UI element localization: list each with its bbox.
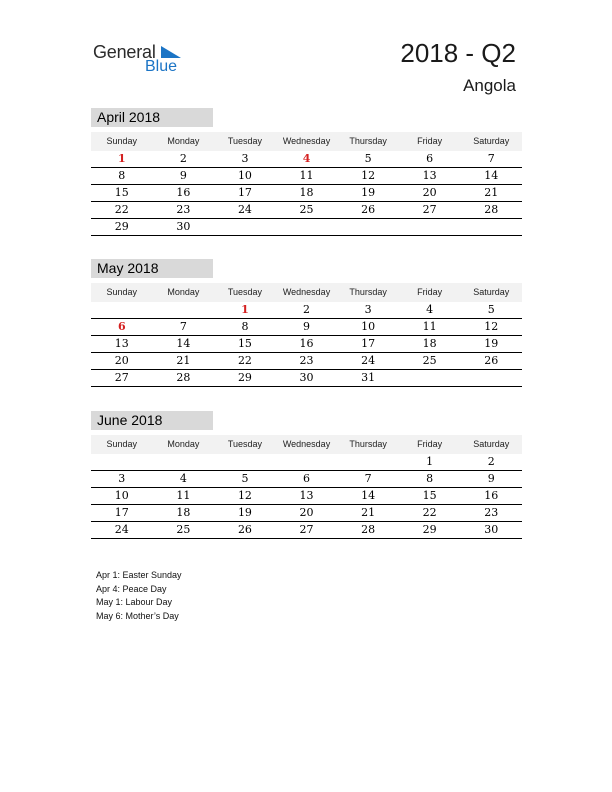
day-cell: 27 (422, 203, 437, 216)
day-cell: 9 (303, 320, 311, 333)
day-cell (399, 370, 461, 386)
day-cell (153, 302, 215, 318)
week-row (91, 185, 522, 202)
weekday-label: Thursday (349, 136, 387, 146)
day-cell: 18 (422, 337, 437, 350)
day-cell: 29 (422, 523, 437, 536)
week-row (91, 202, 522, 219)
day-cell: 17 (237, 186, 252, 199)
day-cell: 24 (114, 523, 129, 536)
holiday-note: Apr 1: Easter Sunday (96, 570, 182, 580)
day-cell: 30 (299, 371, 314, 384)
logo (93, 40, 193, 80)
day-cell: 2 (487, 455, 495, 468)
day-cell: 6 (117, 320, 126, 333)
holiday-notes (96, 569, 182, 623)
day-cell (214, 219, 276, 235)
day-cell: 15 (237, 337, 252, 350)
day-cell (337, 219, 399, 235)
logo-general-text: General (93, 42, 156, 62)
day-cell: 22 (114, 203, 129, 216)
day-cell (91, 454, 153, 470)
holiday-note: May 6: Mother’s Day (96, 610, 179, 621)
weekday-header (91, 435, 522, 454)
weekday-label: Monday (167, 439, 200, 449)
day-cell: 19 (484, 337, 499, 350)
day-cell: 14 (484, 169, 499, 182)
day-cell (214, 454, 276, 470)
weekday-label: Sunday (106, 439, 138, 449)
day-cell: 12 (361, 169, 376, 182)
day-cell: 3 (241, 152, 249, 165)
week-row (91, 151, 522, 168)
day-cell (276, 219, 338, 235)
day-cell: 6 (303, 472, 311, 485)
week-row (91, 370, 522, 387)
weekday-label: Friday (417, 287, 443, 297)
day-cell: 13 (422, 169, 437, 182)
logo-triangle-icon (161, 46, 181, 58)
day-cell: 25 (422, 354, 437, 367)
day-cell: 24 (361, 354, 376, 367)
page-title: 2018 - Q2 (400, 38, 516, 68)
day-cell: 5 (364, 152, 372, 165)
weekday-header (91, 132, 522, 151)
week-row (91, 302, 522, 319)
day-cell: 11 (299, 169, 314, 182)
day-cell (399, 219, 461, 235)
day-cell: 26 (361, 203, 376, 216)
day-cell: 29 (114, 220, 129, 233)
day-cell: 3 (118, 472, 126, 485)
day-cell: 21 (176, 354, 191, 367)
day-cell: 24 (237, 203, 252, 216)
day-cell: 25 (299, 203, 314, 216)
month-june (91, 411, 522, 539)
day-cell: 18 (299, 186, 314, 199)
day-cell (91, 302, 153, 318)
day-cell: 19 (361, 186, 376, 199)
day-cell: 25 (176, 523, 191, 536)
day-cell: 28 (361, 523, 376, 536)
weekday-label: Wednesday (282, 136, 331, 146)
weekday-label: Wednesday (282, 439, 331, 449)
day-cell: 1 (241, 303, 249, 316)
holiday-note: Apr 4: Peace Day (96, 583, 167, 594)
day-cell: 7 (487, 152, 495, 165)
week-row (91, 319, 522, 336)
day-cell: 19 (237, 506, 252, 519)
day-cell: 29 (237, 371, 252, 384)
weekday-label: Tuesday (227, 287, 263, 297)
logo-blue-text: Blue (145, 58, 178, 75)
day-cell: 21 (361, 506, 376, 519)
day-cell: 12 (484, 320, 499, 333)
weekday-label: Saturday (473, 287, 510, 297)
day-cell: 20 (114, 354, 129, 367)
weekday-label: Thursday (349, 287, 387, 297)
day-cell: 16 (484, 489, 499, 502)
weekday-header (91, 283, 522, 302)
day-cell: 20 (422, 186, 437, 199)
week-row (91, 353, 522, 370)
weekday-label: Friday (417, 439, 443, 449)
day-cell: 4 (426, 303, 434, 316)
week-row (91, 522, 522, 539)
day-cell: 3 (364, 303, 372, 316)
day-cell: 4 (302, 152, 311, 165)
day-cell: 1 (117, 152, 126, 165)
weekday-label: Tuesday (227, 136, 263, 146)
day-cell: 5 (241, 472, 249, 485)
day-cell: 30 (484, 523, 499, 536)
day-cell: 18 (176, 506, 191, 519)
day-cell: 28 (484, 203, 499, 216)
day-cell: 14 (176, 337, 191, 350)
day-cell (460, 370, 522, 386)
day-cell: 13 (114, 337, 129, 350)
week-row (91, 505, 522, 522)
day-cell: 23 (484, 506, 499, 519)
day-cell: 10 (361, 320, 376, 333)
day-cell: 26 (237, 523, 252, 536)
month-may (91, 259, 522, 387)
holiday-note: May 1: Labour Day (96, 597, 173, 607)
week-row (91, 336, 522, 353)
week-row (91, 471, 522, 488)
weekday-label: Monday (167, 136, 200, 146)
day-cell: 16 (176, 186, 191, 199)
day-cell: 7 (179, 320, 187, 333)
day-cell (153, 454, 215, 470)
day-cell: 2 (303, 303, 311, 316)
day-cell: 16 (299, 337, 314, 350)
week-row (91, 168, 522, 185)
day-cell: 17 (361, 337, 376, 350)
weekday-label: Saturday (473, 439, 510, 449)
weekday-label: Tuesday (227, 439, 263, 449)
weekday-label: Sunday (106, 136, 138, 146)
day-cell: 11 (176, 489, 191, 502)
weekday-label: Thursday (349, 439, 387, 449)
day-cell: 5 (487, 303, 495, 316)
day-cell: 8 (118, 169, 126, 182)
day-cell: 14 (361, 489, 376, 502)
week-row (91, 488, 522, 505)
day-cell: 23 (176, 203, 191, 216)
day-cell: 1 (426, 455, 434, 468)
day-cell (460, 219, 522, 235)
day-cell: 27 (299, 523, 314, 536)
day-cell: 4 (179, 472, 187, 485)
month-name: June 2018 (91, 411, 213, 430)
week-row (91, 219, 522, 236)
week-row (91, 454, 522, 471)
day-cell: 20 (299, 506, 314, 519)
day-cell: 28 (176, 371, 191, 384)
day-cell: 9 (179, 169, 187, 182)
month-april (91, 108, 522, 236)
weekday-label: Friday (417, 136, 443, 146)
day-cell: 6 (426, 152, 434, 165)
weekday-label: Wednesday (282, 287, 331, 297)
day-cell: 13 (299, 489, 314, 502)
day-cell: 31 (361, 371, 376, 384)
day-cell: 22 (422, 506, 437, 519)
day-cell: 7 (364, 472, 372, 485)
month-name: May 2018 (91, 259, 213, 278)
day-cell: 10 (114, 489, 129, 502)
day-cell: 8 (241, 320, 249, 333)
day-cell: 15 (114, 186, 129, 199)
day-cell: 23 (299, 354, 314, 367)
day-cell: 26 (484, 354, 499, 367)
weekday-label: Monday (167, 287, 200, 297)
day-cell: 17 (114, 506, 129, 519)
day-cell: 22 (237, 354, 252, 367)
day-cell: 15 (422, 489, 437, 502)
day-cell: 10 (237, 169, 252, 182)
day-cell (276, 454, 338, 470)
day-cell: 11 (422, 320, 437, 333)
day-cell: 12 (237, 489, 252, 502)
day-cell: 27 (114, 371, 129, 384)
weekday-label: Sunday (106, 287, 138, 297)
day-cell: 21 (484, 186, 499, 199)
day-cell: 2 (179, 152, 187, 165)
day-cell: 8 (426, 472, 434, 485)
month-name: April 2018 (91, 108, 213, 127)
day-cell: 30 (176, 220, 191, 233)
weekday-label: Saturday (473, 136, 510, 146)
day-cell: 9 (487, 472, 495, 485)
country-name: Angola (463, 76, 516, 95)
day-cell (337, 454, 399, 470)
